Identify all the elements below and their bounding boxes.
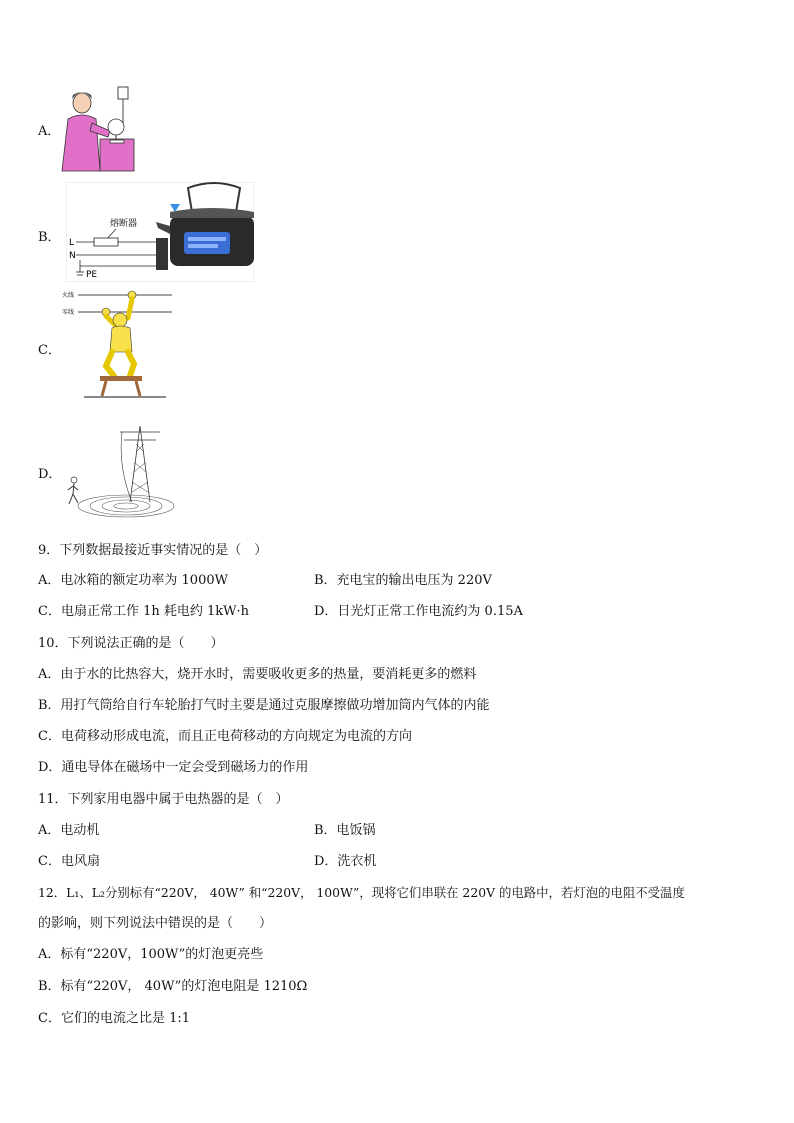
q11-option-b: B．电饭锅 — [314, 823, 376, 838]
q10-option-a: A．由于水的比热容大，烧开水时，需要吸收更多的热量，要消耗更多的燃料 — [38, 667, 477, 682]
q11-option-d: D．洗衣机 — [314, 854, 377, 869]
neutral-wire-label: 零线 — [62, 309, 75, 316]
wire-pe-label: PE — [86, 270, 98, 280]
option-c-label: C． — [38, 343, 61, 358]
q9-option-b: B．充电宝的输出电压为 220V — [314, 573, 492, 588]
option-a-label: A． — [38, 124, 61, 139]
wire-l-label: L — [69, 238, 75, 248]
q12-option-a: A．标有“220V，100W”的灯泡更亮些 — [38, 947, 264, 962]
q9-stem: 9．下列数据最接近事实情况的是（ ） — [38, 543, 268, 558]
q9-option-c: C．电扇正常工作 1h 耗电约 1kW·h — [38, 604, 250, 619]
q10-option-c: C．电荷移动形成电流，而且正电荷移动的方向规定为电流的方向 — [38, 729, 412, 744]
figure-d-power-tower-step-voltage — [62, 418, 180, 518]
figure-c-person-touching-wires — [62, 290, 172, 402]
q9-option-d: D．日光灯正常工作电流约为 0.15A — [314, 604, 523, 619]
option-b-label: B． — [38, 230, 61, 245]
option-d-label: D． — [38, 467, 62, 482]
q12-stem-line2: 的影响，则下列说法中错误的是（ ） — [38, 916, 273, 931]
q11-option-a: A．电动机 — [38, 823, 100, 838]
q12-stem-line1: 12．L₁、L₂分别标有“220V， 40W” 和“220V， 100W”，现将它们串联在 220V 的电路中，若灯泡的电阻不受温度 — [38, 885, 685, 900]
live-wire-label: 火线 — [62, 292, 75, 299]
figure-b-kettle-fuse-circuit — [66, 182, 254, 282]
q9-option-a: A．电冰箱的额定功率为 1000W — [38, 573, 228, 588]
q10-stem: 10．下列说法正确的是（ ） — [38, 636, 224, 651]
wire-n-label: N — [69, 251, 76, 261]
q12-option-c: C．它们的电流之比是 1:1 — [38, 1011, 191, 1026]
q10-option-b: B．用打气筒给自行车轮胎打气时主要是通过克服摩擦做功增加筒内气体的内能 — [38, 698, 490, 713]
q10-option-d: D．通电导体在磁场中一定会受到磁场力的作用 — [38, 760, 309, 775]
q12-option-b: B．标有“220V， 40W”的灯泡电阻是 1210Ω — [38, 979, 308, 994]
q11-stem: 11．下列家用电器中属于电热器的是（ ） — [38, 792, 289, 807]
fuse-label: 熔断器 — [110, 219, 138, 229]
q11-option-c: C．电风扇 — [38, 854, 100, 869]
figure-a-woman-plug-illustration — [58, 85, 138, 175]
